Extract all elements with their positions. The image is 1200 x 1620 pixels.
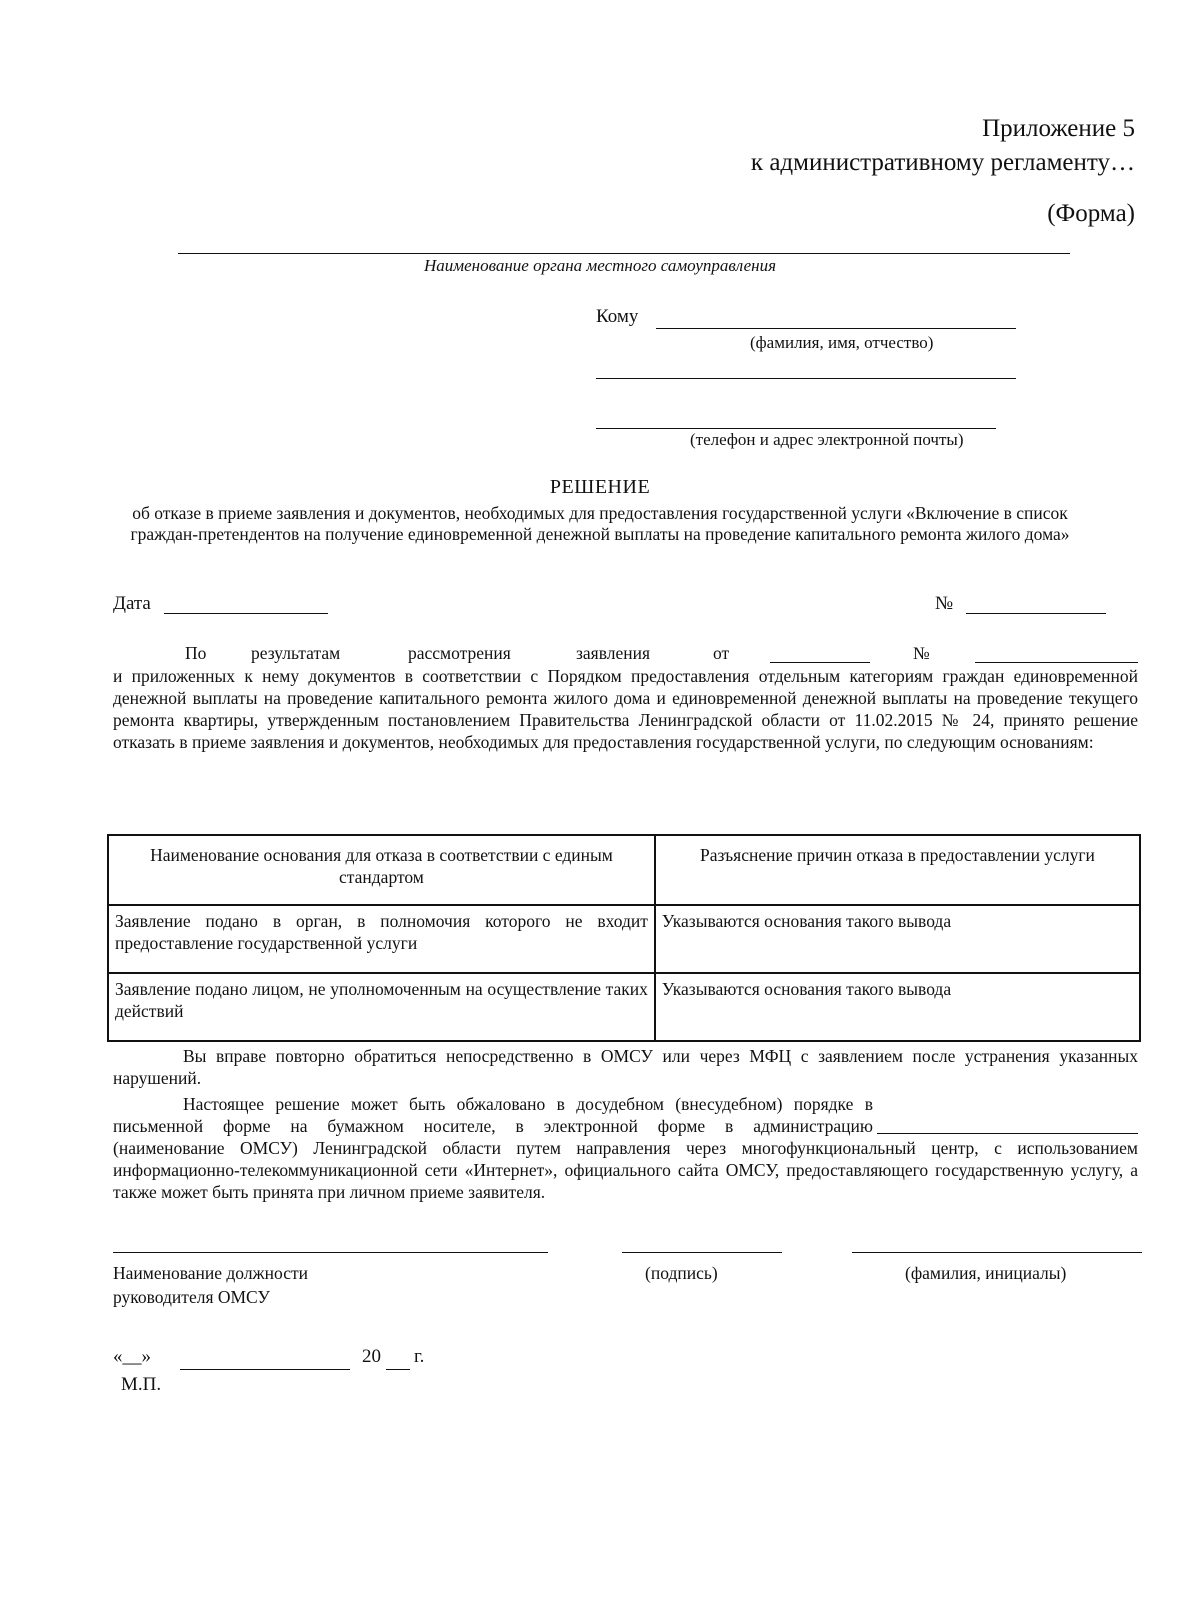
position-line (113, 1252, 548, 1253)
word-consideration: рассмотрения (408, 643, 511, 663)
table-header-reason: Наименование основания для отказа в соответствии с единым стандартом (108, 835, 655, 905)
word-application: заявления (576, 643, 651, 663)
recipient-name-line (656, 328, 1016, 329)
paragraph-3-rest: (наименование ОМСУ) Ленинградской области путем направления через многофункциональный центр, с использованием информационно-телекоммуникационной сети «Интернет», официального сайта ОМСУ, предоставляющего государственную услугу, а также может быть принята при личном приеме заявителя. (113, 1138, 1138, 1202)
table-cell-explanation: Указываются основания такого вывода (655, 973, 1140, 1041)
date-label: Дата (113, 593, 151, 614)
document-subtitle: об отказе в приеме заявления и документов, необходимых для предоставления государственной услуги «Включение в список граждан-претендентов на получение единовременной денежной выплаты на проведение капитального ремонта жилого дома» (130, 503, 1070, 544)
table-header-row (108, 835, 1140, 905)
paragraph-1-body: и приложенных к нему документов в соответствии с Порядком предоставления отдельным категориям граждан единовременной денежной выплаты на проведение капитального ремонта жилого дома и единовременной денежной выплаты на проведение текущего ремонта квартиры, утвержденным постановлением Правительства Ленинградской области от 11.02.2015 № 24, принято решение отказать в приеме заявления и документов, необходимых для предоставления государственной услуги, по следующим основаниям: (113, 666, 1138, 752)
table-cell-reason: Заявление подано лицом, не уполномоченным на осуществление таких действий (108, 973, 655, 1041)
form-label: (Форма) (1047, 200, 1135, 227)
appendix-number: Приложение 5 (982, 115, 1135, 142)
table-row (108, 905, 1140, 973)
table-cell-reason: Заявление подано в орган, в полномочия которого не входит предоставление государственной услуги (108, 905, 655, 973)
signature-caption: (подпись) (645, 1263, 718, 1283)
word-from: от (713, 643, 730, 663)
table-row (108, 973, 1140, 1041)
position-caption-line-1: Наименование должности (113, 1263, 308, 1283)
recipient-contact-line (596, 428, 996, 429)
administration-name-line (877, 1133, 1138, 1134)
org-name-caption: Наименование органа местного самоуправления (424, 256, 776, 275)
recipient-contact-caption: (телефон и адрес электронной почты) (690, 430, 964, 449)
org-name-line (178, 253, 1070, 254)
document-title: РЕШЕНИЕ (549, 476, 651, 498)
refusal-reasons-table (107, 834, 1141, 1042)
word-results: результатам (251, 643, 341, 663)
name-caption: (фамилия, инициалы) (905, 1263, 1067, 1283)
recipient-extra-line (596, 378, 1016, 379)
date-line (164, 613, 328, 614)
application-number-line (975, 662, 1138, 663)
footer-year-prefix: 20 (362, 1346, 381, 1367)
application-date-line (770, 662, 870, 663)
appendix-heading (751, 112, 1135, 180)
signature-line (622, 1252, 782, 1253)
word-number: № (913, 643, 930, 663)
footer-month-line (180, 1369, 350, 1370)
position-caption (113, 1261, 308, 1309)
footer-year-suffix: г. (414, 1346, 425, 1367)
appendix-reference: к административному регламенту… (750, 148, 1135, 176)
name-line (852, 1252, 1142, 1253)
number-label: № (935, 593, 954, 614)
footer-day: «__» (113, 1346, 151, 1367)
number-line (966, 613, 1106, 614)
recipient-name-caption: (фамилия, имя, отчество) (750, 333, 934, 352)
table-cell-explanation: Указываются основания такого вывода (655, 905, 1140, 973)
paragraph-2: Вы вправе повторно обратиться непосредственно в ОМСУ или через МФЦ с заявлением после устранения указанных нарушений. (113, 1046, 1138, 1088)
word-po: По (185, 643, 207, 663)
table-header-explanation: Разъяснение причин отказа в предоставлении услуги (655, 835, 1140, 905)
footer-year-line (386, 1369, 410, 1370)
recipient-label: Кому (596, 306, 639, 327)
paragraph-3-lead: Настоящее решение может быть обжаловано в досудебном (внесудебном) порядке в письменной форме на бумажном носителе, в электронной форме в администрацию (113, 1094, 873, 1136)
position-caption-line-2: руководителя ОМСУ (113, 1287, 270, 1307)
stamp-label: М.П. (121, 1374, 162, 1395)
